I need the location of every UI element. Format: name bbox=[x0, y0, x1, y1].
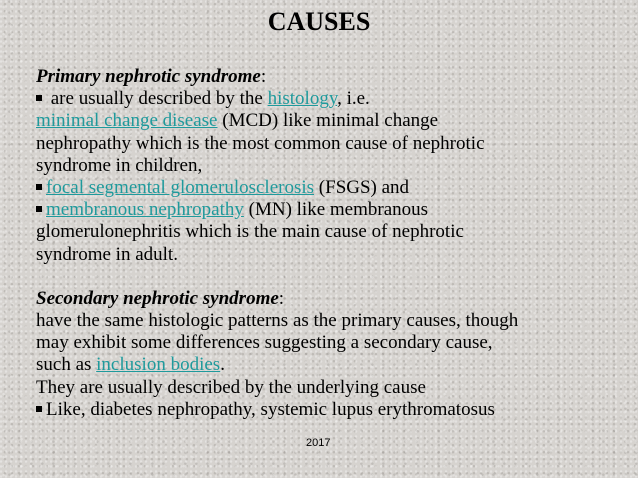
secondary-heading-line bbox=[36, 288, 618, 310]
inclusion-suffix: . bbox=[220, 354, 225, 376]
slide-title: CAUSES bbox=[267, 7, 371, 36]
bullet-diabetes bbox=[36, 399, 618, 421]
paragraph-line: nephropathy which is the most common cause of nephrotic bbox=[36, 132, 485, 154]
membranous-text: (MN) like membranous bbox=[243, 199, 429, 221]
diabetes-text: Like, diabetes nephropathy, systemic lupus erythromatosus bbox=[46, 398, 495, 420]
mcd-line bbox=[36, 110, 618, 132]
bullet-text: are usually described by the bbox=[46, 88, 268, 110]
primary-heading-line bbox=[36, 66, 618, 88]
square-bullet-icon bbox=[36, 95, 42, 101]
inclusion-line bbox=[36, 354, 618, 376]
histology-link[interactable]: histology bbox=[267, 88, 338, 110]
primary-heading-colon: : bbox=[260, 66, 267, 87]
square-bullet-icon bbox=[36, 184, 42, 190]
primary-heading: Primary nephrotic syndrome bbox=[36, 66, 261, 87]
bullet-histology bbox=[36, 88, 618, 110]
footer-year: 2017 bbox=[306, 437, 331, 449]
bullet-fsgs bbox=[36, 177, 618, 199]
membranous-nephropathy-link[interactable]: membranous nephropathy bbox=[46, 199, 244, 221]
inclusion-bodies-link[interactable]: inclusion bodies bbox=[96, 354, 221, 376]
mcd-text: (MCD) like minimal change bbox=[217, 110, 439, 132]
minimal-change-disease-link[interactable]: minimal change disease bbox=[36, 110, 218, 132]
paragraph-line: glomerulonephritis which is the main cause of nephrotic bbox=[36, 221, 464, 243]
paragraph-line: syndrome in adult. bbox=[36, 243, 178, 265]
paragraph-line: have the same histologic patterns as the primary causes, though bbox=[36, 310, 519, 332]
inclusion-prefix: such as bbox=[36, 354, 97, 376]
fsgs-link[interactable]: focal segmental glomerulosclerosis bbox=[46, 177, 315, 199]
paragraph-line: may exhibit some differences suggesting a secondary cause, bbox=[36, 332, 493, 354]
square-bullet-icon bbox=[36, 406, 42, 412]
spacer bbox=[36, 266, 618, 288]
slide-body bbox=[36, 66, 618, 421]
square-bullet-icon bbox=[36, 206, 42, 212]
bullet-membranous bbox=[36, 199, 618, 221]
secondary-heading: Secondary nephrotic syndrome bbox=[36, 287, 279, 309]
paragraph-line: They are usually described by the underlying cause bbox=[36, 376, 426, 398]
secondary-heading-colon: : bbox=[278, 287, 285, 309]
clipped-text-fragment bbox=[36, 473, 436, 478]
paragraph-line: syndrome in children, bbox=[36, 154, 203, 176]
fsgs-text: (FSGS) and bbox=[314, 177, 410, 199]
bullet-text-suffix: , i.e. bbox=[337, 88, 370, 110]
